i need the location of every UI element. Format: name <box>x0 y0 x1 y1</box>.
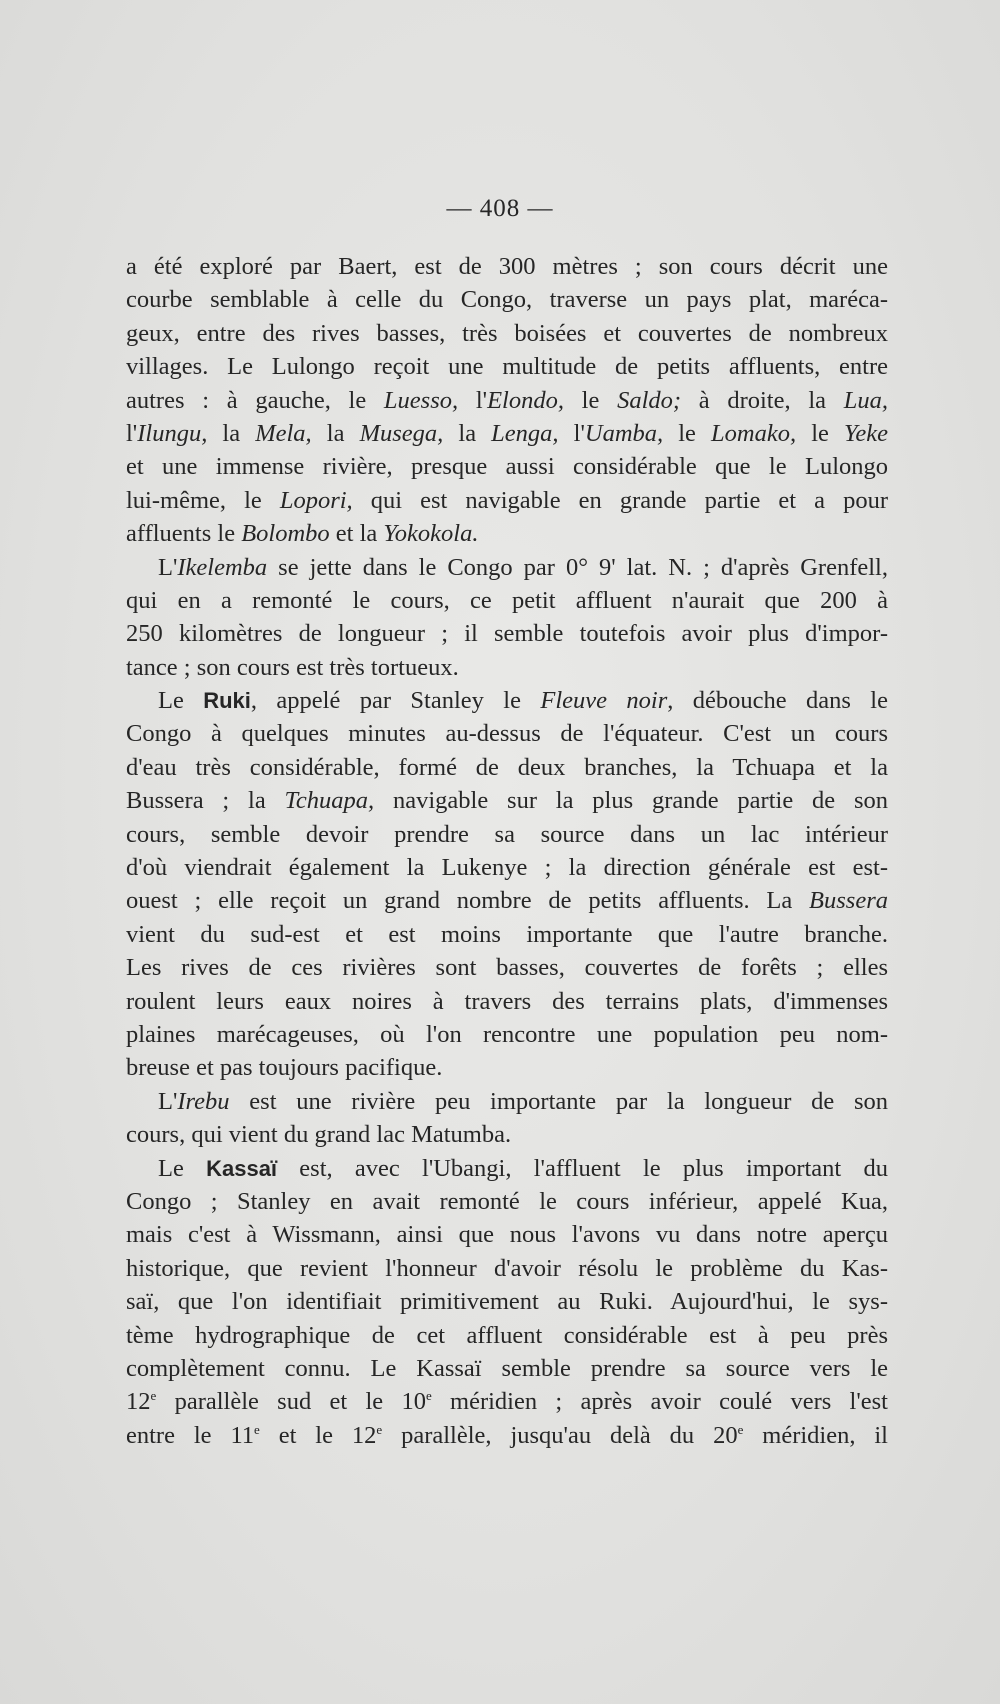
superscript: e <box>254 1421 260 1437</box>
italic-text: Lenga, <box>491 419 559 447</box>
italic-text: Uamba, <box>584 419 664 447</box>
text-line <box>126 985 888 1018</box>
text-run: autres : à gauche, le <box>126 386 384 414</box>
text-line <box>126 684 888 717</box>
text-line <box>126 1085 888 1118</box>
text-run: L' <box>158 553 178 581</box>
text-line <box>126 784 888 817</box>
text-line <box>126 517 888 550</box>
text-run: l' <box>558 419 585 447</box>
text-line <box>126 584 888 617</box>
italic-text: Yokokola. <box>383 520 479 548</box>
page-number: — 408 — <box>446 195 554 222</box>
italic-text: Ilungu, <box>137 419 208 447</box>
bold-term: Kassaï <box>206 1155 278 1181</box>
text-run: entre le 11 <box>126 1421 255 1449</box>
text-run: qui en a remonté le cours, ce petit affluent n'aurait que 200 à <box>126 586 888 614</box>
text-run: d'où viendrait également la Lukenye ; la direction générale est est- <box>126 854 888 882</box>
text-line <box>126 250 888 283</box>
italic-text: Lua, <box>843 386 888 414</box>
text-run: et le 12 <box>259 1421 377 1449</box>
text-line <box>126 1352 888 1385</box>
italic-text: Mela, <box>255 419 312 447</box>
text-run: la <box>443 419 492 447</box>
text-line <box>126 918 888 951</box>
italic-text: Bolombo <box>241 520 330 548</box>
text-run: parallèle, jusqu'au delà du 20 <box>382 1421 738 1449</box>
text-line <box>126 717 888 750</box>
text-run: le <box>663 419 712 447</box>
text-run: se jette dans le Congo par 0° 9' lat. N. ; d'après Grenfell, <box>267 553 888 581</box>
text-run: à droite, la <box>681 386 844 414</box>
italic-text: Musega, <box>359 419 444 447</box>
italic-text: Luesso, <box>383 386 459 414</box>
text-run: navigable sur la plus grande partie de son <box>374 787 888 815</box>
text-run: plaines marécageuses, où l'on rencontre une population peu nom- <box>126 1020 888 1048</box>
text-line <box>126 350 888 383</box>
text-run: breuse et pas toujours pacifique. <box>126 1054 443 1082</box>
text-line <box>126 1185 888 1218</box>
text-line <box>126 617 888 650</box>
text-line <box>126 1118 888 1151</box>
text-run: Le <box>158 1154 207 1182</box>
text-run: cours, qui vient du grand lac Matumba. <box>126 1121 512 1149</box>
text-line <box>126 450 888 483</box>
text-run: saï, que l'on identifiait primitivement au Ruki. Aujourd'hui, le sys- <box>126 1288 888 1316</box>
text-run: et une immense rivière, presque aussi considérable que le Lulongo <box>126 453 888 481</box>
text-line <box>126 1285 888 1318</box>
text-run: la <box>311 419 360 447</box>
text-run: Les rives de ces rivières sont basses, couvertes de forêts ; elles <box>126 954 888 982</box>
text-run: et la <box>329 520 384 548</box>
superscript: e <box>425 1388 432 1404</box>
text-line <box>126 884 888 917</box>
text-run: parallèle sud et le 10 <box>156 1388 426 1416</box>
text-line <box>126 951 888 984</box>
italic-text: Irebu <box>177 1087 230 1115</box>
italic-text: Saldo; <box>617 386 682 414</box>
text-run: 250 kilomètres de longueur ; il semble toutefois avoir plus d'impor- <box>126 620 888 648</box>
italic-text: Fleuve noir <box>540 687 668 715</box>
text-line <box>126 384 888 417</box>
text-line <box>126 317 888 350</box>
text-run: mais c'est à Wissmann, ainsi que nous l'avons vu dans notre aperçu <box>126 1221 888 1249</box>
text-line <box>126 1385 888 1418</box>
text-line <box>126 1319 888 1352</box>
text-run: méridien, il <box>743 1421 888 1449</box>
text-line <box>126 751 888 784</box>
text-line <box>126 1152 888 1185</box>
text-run: courbe semblable à celle du Congo, traverse un pays plat, maréca- <box>126 286 888 314</box>
text-run: Bussera ; la <box>126 787 285 815</box>
text-line <box>126 851 888 884</box>
text-run: Congo ; Stanley en avait remonté le cours inférieur, appelé Kua, <box>126 1187 888 1215</box>
text-line <box>126 1252 888 1285</box>
text-run: qui est navigable en grande partie et a pour <box>352 486 888 514</box>
italic-text: Elondo, <box>487 386 564 414</box>
text-run: complètement connu. Le Kassaï semble prendre sa source vers le <box>126 1354 888 1382</box>
text-run: cours, semble devoir prendre sa source dans un lac intérieur <box>126 820 888 848</box>
text-run: , appelé par Stanley le <box>250 687 541 715</box>
text-run: méridien ; après avoir coulé vers l'est <box>431 1388 888 1416</box>
italic-text: Ikelemba <box>177 553 268 581</box>
text-line <box>126 1218 888 1251</box>
text-line <box>126 551 888 584</box>
italic-text: Tchuapa, <box>284 787 375 815</box>
text-run: historique, que revient l'honneur d'avoir résolu le problème du Kas- <box>126 1254 888 1282</box>
italic-text: Yeke <box>844 419 888 447</box>
superscript: e <box>376 1421 383 1437</box>
text-run: lui-même, le <box>126 486 280 514</box>
text-line <box>126 1419 888 1452</box>
italic-text: Bussera <box>809 887 888 915</box>
body-text <box>126 250 888 1452</box>
text-run: a été exploré par Baert, est de 300 mètres ; son cours décrit une <box>126 253 888 280</box>
text-run: villages. Le Lulongo reçoit une multitude de petits affluents, entre <box>126 353 888 381</box>
text-run: tème hydrographique de cet affluent considérable est à peu près <box>126 1321 888 1349</box>
text-run: geux, entre des rives basses, très boisées et couvertes de nombreux <box>126 319 888 347</box>
superscript: e <box>737 1421 744 1437</box>
text-run: est une rivière peu importante par la longueur de son <box>229 1087 888 1115</box>
text-run: tance ; son cours est très tortueux. <box>126 653 459 681</box>
text-line <box>126 651 888 684</box>
bold-term: Ruki <box>203 688 251 714</box>
text-line <box>126 1051 888 1084</box>
text-run: vient du sud-est et est moins importante que l'autre branche. <box>126 920 888 948</box>
text-run: 12 <box>126 1388 151 1416</box>
text-run: , débouche dans le <box>667 687 888 715</box>
text-run: le <box>796 419 844 447</box>
text-run: l' <box>458 386 488 414</box>
text-run: le <box>563 386 618 414</box>
text-line <box>126 283 888 316</box>
italic-text: Lopori, <box>279 486 353 514</box>
text-run: ouest ; elle reçoit un grand nombre de petits affluents. La <box>126 887 810 915</box>
text-run: affluents le <box>126 520 242 548</box>
text-run: roulent leurs eaux noires à travers des terrains plats, d'immenses <box>126 987 888 1015</box>
text-line <box>126 417 888 450</box>
text-run: d'eau très considérable, formé de deux branches, la Tchuapa et la <box>126 753 888 781</box>
superscript: e <box>150 1388 157 1404</box>
text-run: est, avec l'Ubangi, l'affluent le plus important du <box>277 1154 888 1182</box>
text-run: Congo à quelques minutes au-dessus de l'équateur. C'est un cours <box>126 720 888 748</box>
italic-text: Lomako, <box>711 419 797 447</box>
text-line <box>126 484 888 517</box>
text-run: l' <box>126 419 138 447</box>
text-run: L' <box>158 1087 178 1115</box>
text-line <box>126 818 888 851</box>
text-run: Le <box>158 687 204 715</box>
text-run: la <box>207 419 256 447</box>
text-line <box>126 1018 888 1051</box>
